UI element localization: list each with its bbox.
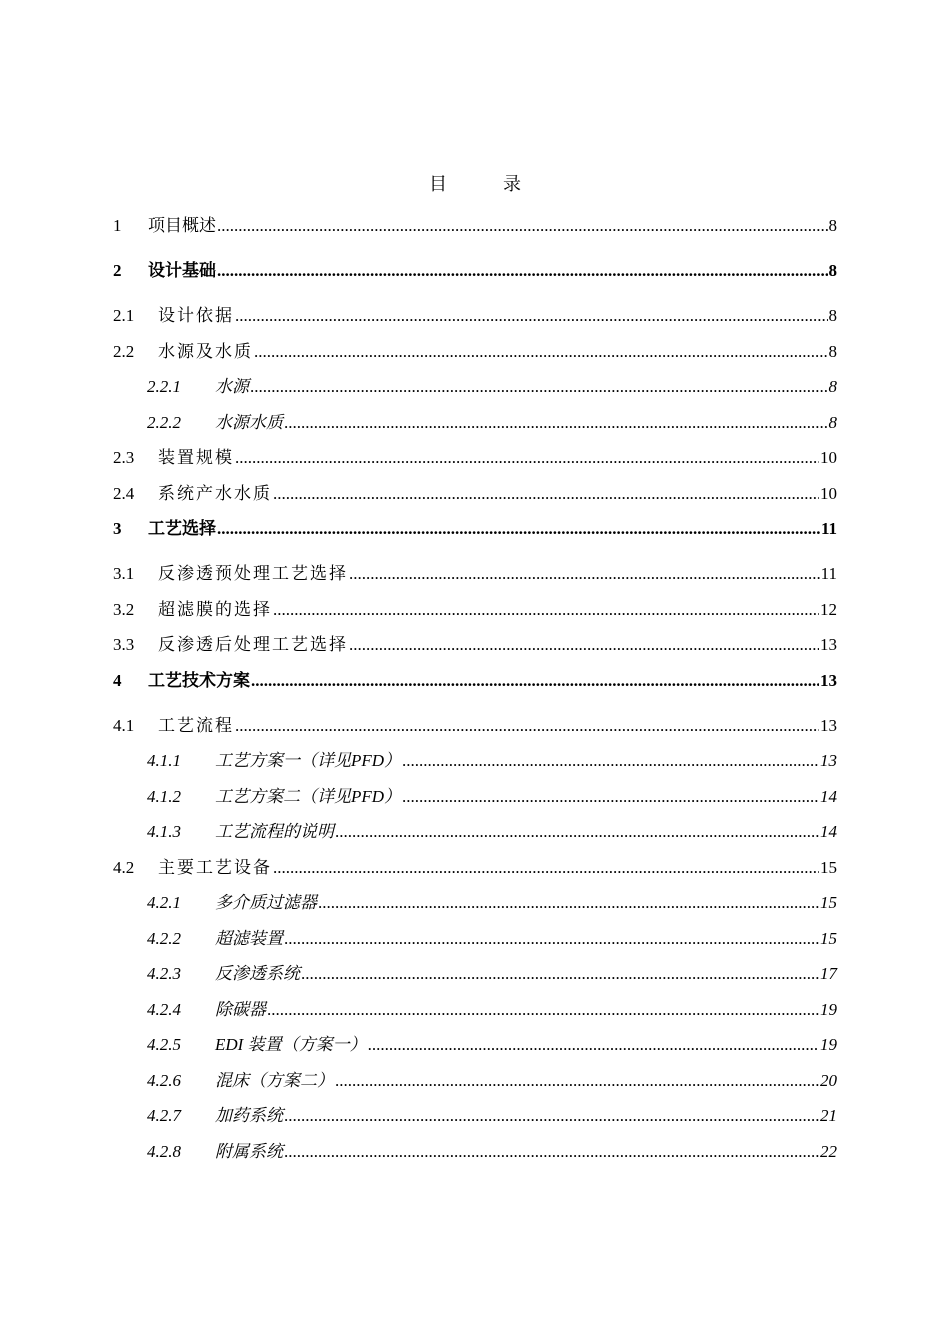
toc-entry[interactable] xyxy=(113,208,837,253)
toc-entry-page: 8 xyxy=(828,261,837,280)
toc-entry-page: 8 xyxy=(828,341,837,361)
toc-dot-leader xyxy=(349,556,820,592)
toc-dot-leader xyxy=(217,253,828,289)
toc-entry-number: 2.2 xyxy=(113,341,135,361)
toc-entry-title: 工艺方案二（详见PFD） xyxy=(215,786,402,806)
toc-entry[interactable] xyxy=(113,253,837,298)
toc-entry-title: 水源水质 xyxy=(215,412,283,432)
toc-dot-leader xyxy=(235,708,819,744)
toc-dot-leader xyxy=(349,627,819,663)
toc-entry-page: 20 xyxy=(820,1070,837,1090)
toc-dot-leader xyxy=(402,743,819,779)
toc-entry[interactable] xyxy=(113,1027,837,1063)
toc-entry[interactable] xyxy=(113,956,837,992)
toc-entry-page: 13 xyxy=(820,670,837,690)
toc-entry-page: 13 xyxy=(820,715,837,735)
toc-entry-page: 13 xyxy=(820,635,837,654)
toc-dot-leader xyxy=(301,956,819,992)
toc-dot-leader xyxy=(284,405,828,441)
toc-entry[interactable] xyxy=(113,405,837,441)
toc-entry-page: 21 xyxy=(820,1106,837,1125)
toc-entry-number: 2.1 xyxy=(113,306,135,325)
toc-entry-page: 8 xyxy=(828,412,837,432)
toc-dot-leader xyxy=(235,440,819,476)
toc-dot-leader xyxy=(254,334,828,370)
toc-entry[interactable] xyxy=(113,440,837,476)
toc-entry[interactable] xyxy=(113,663,837,708)
toc-entry-page: 14 xyxy=(820,786,837,806)
toc-entry-title: 工艺流程 xyxy=(158,715,234,735)
toc-entry-number: 1 xyxy=(113,216,122,235)
toc-entry-number: 4.2.6 xyxy=(147,1070,181,1090)
toc-entry[interactable] xyxy=(113,743,837,779)
toc-entry[interactable] xyxy=(113,556,837,592)
toc-entry[interactable] xyxy=(113,885,837,921)
toc-entry-title: 主要工艺设备 xyxy=(158,857,272,877)
toc-entry-page: 12 xyxy=(820,599,837,619)
toc-entry-title: 加药系统 xyxy=(215,1106,283,1125)
toc-entry-number: 4.2.4 xyxy=(147,999,181,1019)
toc-dot-leader xyxy=(284,921,819,957)
toc-heading-right: 录 xyxy=(503,174,521,194)
toc-dot-leader xyxy=(335,814,819,850)
toc-entry[interactable] xyxy=(113,369,837,405)
toc-entry[interactable] xyxy=(113,1063,837,1099)
toc-entry-title: 工艺流程的说明 xyxy=(215,822,334,841)
toc-entry[interactable] xyxy=(113,850,837,886)
toc-dot-leader xyxy=(250,369,828,405)
toc-entry-title: 工艺方案一（详见PFD） xyxy=(215,751,402,770)
toc-entry-page: 8 xyxy=(828,216,837,235)
toc-entry-title: 反渗透后处理工艺选择 xyxy=(158,635,348,654)
toc-entry[interactable] xyxy=(113,779,837,815)
toc-dot-leader xyxy=(251,663,819,699)
toc-entry-title: 反渗透系统 xyxy=(215,964,300,983)
toc-entry-title: 附属系统 xyxy=(215,1141,283,1161)
toc-entry-title: 设计依据 xyxy=(158,306,234,325)
toc-dot-leader xyxy=(217,208,828,244)
toc-entry-title: EDI 装置（方案一） xyxy=(215,1035,367,1054)
toc-dot-leader xyxy=(368,1027,819,1063)
toc-entry-number: 2.3 xyxy=(113,448,135,467)
toc-entry-number: 4.1.3 xyxy=(147,822,181,841)
toc-entry-title: 系统产水水质 xyxy=(158,483,272,503)
toc-entry-page: 15 xyxy=(820,857,837,877)
toc-entry-title: 装置规模 xyxy=(158,448,234,467)
toc-heading xyxy=(0,170,950,196)
toc-entry-page: 10 xyxy=(820,483,837,503)
toc-entry-number: 4 xyxy=(113,670,122,690)
toc-entry-number: 4.2.5 xyxy=(147,1035,181,1054)
toc-dot-leader xyxy=(318,885,819,921)
toc-entry-page: 14 xyxy=(820,822,837,841)
toc-list xyxy=(113,208,837,1169)
toc-dot-leader xyxy=(273,592,819,628)
toc-entry-number: 3.1 xyxy=(113,564,135,583)
toc-entry-title: 设计基础 xyxy=(148,261,216,280)
toc-entry-title: 水源 xyxy=(215,377,249,396)
toc-entry-title: 超滤膜的选择 xyxy=(158,599,272,619)
toc-entry[interactable] xyxy=(113,627,837,663)
toc-entry[interactable] xyxy=(113,298,837,334)
toc-heading-left: 目 xyxy=(429,174,447,194)
toc-entry-page: 15 xyxy=(820,893,837,912)
toc-entry[interactable] xyxy=(113,1098,837,1134)
toc-dot-leader xyxy=(273,476,819,512)
toc-entry[interactable] xyxy=(113,1134,837,1170)
toc-entry-number: 3.2 xyxy=(113,599,135,619)
toc-dot-leader xyxy=(402,779,819,815)
toc-entry-title: 水源及水质 xyxy=(158,341,253,361)
toc-dot-leader xyxy=(284,1134,819,1170)
toc-entry-number: 2.2.2 xyxy=(147,412,181,432)
toc-entry-number: 2.2.1 xyxy=(147,377,181,396)
toc-entry[interactable] xyxy=(113,334,837,370)
toc-entry-number: 4.2.7 xyxy=(147,1106,181,1125)
toc-entry[interactable] xyxy=(113,511,837,556)
toc-entry[interactable] xyxy=(113,814,837,850)
toc-entry-title: 反渗透预处理工艺选择 xyxy=(158,564,348,583)
toc-entry[interactable] xyxy=(113,992,837,1028)
toc-entry-page: 19 xyxy=(820,999,837,1019)
toc-entry-title: 项目概述 xyxy=(148,216,216,235)
toc-dot-leader xyxy=(235,298,828,334)
toc-entry-title: 混床（方案二） xyxy=(215,1070,334,1090)
toc-entry[interactable] xyxy=(113,708,837,744)
toc-entry-page: 19 xyxy=(820,1035,837,1054)
toc-entry-title: 工艺技术方案 xyxy=(148,670,250,690)
toc-entry-page: 8 xyxy=(828,306,837,325)
toc-entry-number: 2 xyxy=(113,261,122,280)
toc-entry[interactable] xyxy=(113,592,837,628)
toc-entry-number: 4.2.3 xyxy=(147,964,181,983)
toc-entry-number: 4.1.1 xyxy=(147,751,181,770)
toc-entry-number: 2.4 xyxy=(113,483,135,503)
toc-entry-title: 多介质过滤器 xyxy=(215,893,317,912)
toc-entry-number: 3 xyxy=(113,519,122,538)
toc-entry-number: 4.2.2 xyxy=(147,928,181,948)
toc-entry-page: 10 xyxy=(820,448,837,467)
toc-entry-number: 4.2.8 xyxy=(147,1141,181,1161)
toc-dot-leader xyxy=(273,850,819,886)
toc-dot-leader xyxy=(284,1098,819,1134)
toc-entry-page: 11 xyxy=(820,519,837,538)
toc-entry-number: 4.2.1 xyxy=(147,893,181,912)
toc-entry-page: 11 xyxy=(820,564,837,583)
toc-entry[interactable] xyxy=(113,476,837,512)
toc-entry-page: 8 xyxy=(828,377,837,396)
toc-dot-leader xyxy=(217,511,820,547)
toc-entry-page: 15 xyxy=(820,928,837,948)
toc-entry-page: 22 xyxy=(820,1141,837,1161)
toc-entry-number: 4.1 xyxy=(113,715,135,735)
toc-entry-page: 17 xyxy=(820,964,837,983)
toc-dot-leader xyxy=(267,992,819,1028)
toc-entry-number: 4.1.2 xyxy=(147,786,181,806)
toc-entry-title: 超滤装置 xyxy=(215,928,283,948)
toc-entry-title: 除碳器 xyxy=(215,999,266,1019)
toc-entry[interactable] xyxy=(113,921,837,957)
toc-dot-leader xyxy=(335,1063,819,1099)
toc-entry-number: 4.2 xyxy=(113,857,135,877)
toc-entry-number: 3.3 xyxy=(113,635,135,654)
toc-entry-title: 工艺选择 xyxy=(148,519,216,538)
toc-entry-page: 13 xyxy=(820,751,837,770)
